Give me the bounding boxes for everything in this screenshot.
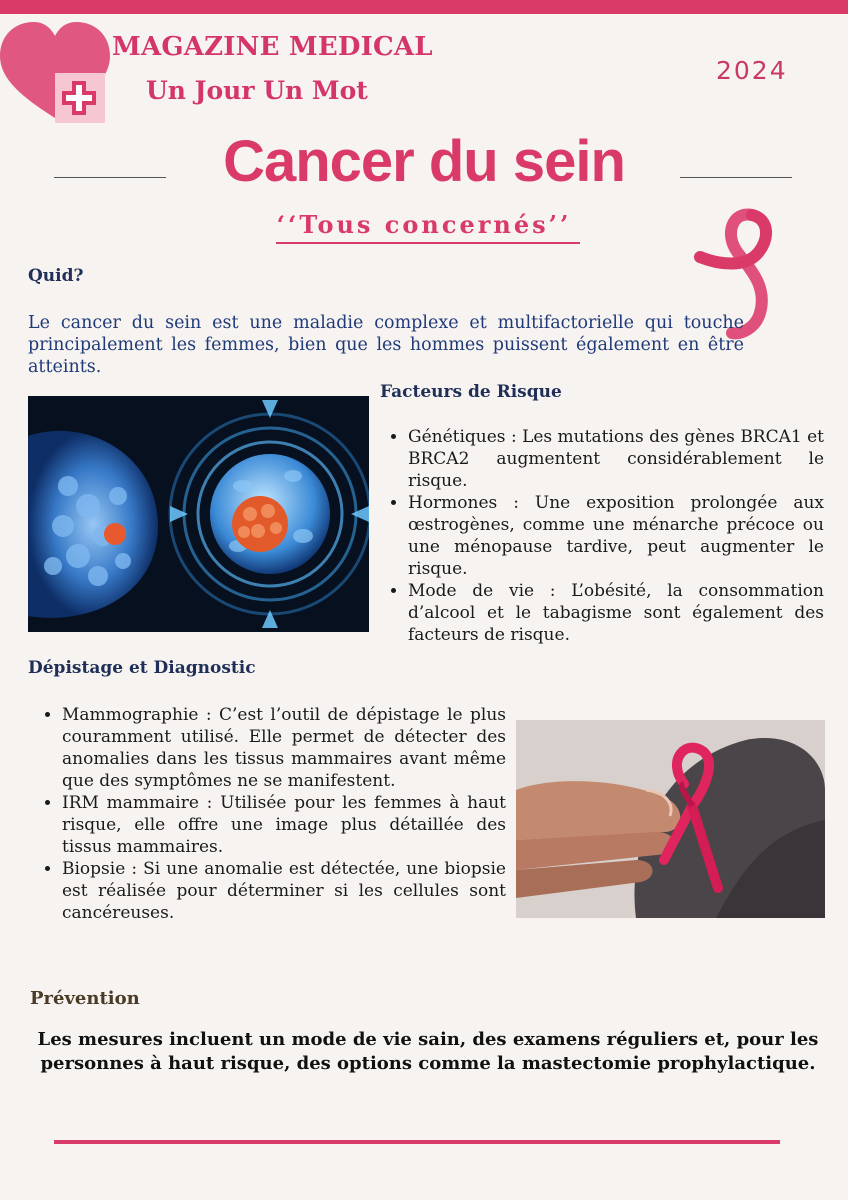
prevention-heading: Prévention: [30, 988, 140, 1009]
depistage-heading: Dépistage et Diagnostic: [28, 658, 256, 678]
list-item: • IRM mammaire : Utilisée pour les femmes à haut risque, elle offre une image plus détaillée des tissus mammaires.: [62, 792, 506, 858]
list-item: • Hormones : Une exposition prolongée aux œstrogènes, comme une ménarche précoce ou une ménopause tardive, peut augmenter le risque.: [408, 492, 824, 580]
screening-list: [40, 704, 506, 924]
list-item: • Mode de vie : L’obésité, la consommation d’alcool et le tabagisme sont également des facteurs de risque.: [408, 580, 824, 646]
pink-ribbon-photo: [516, 720, 825, 918]
list-item: • Mammographie : C’est l’outil de dépistage le plus couramment utilisé. Elle permet de détecter des anomalies dans les tissus mammaires avant même que des symptômes ne se manifestent.: [62, 704, 506, 792]
tagline: ‘‘Tous concernés’’: [276, 210, 572, 239]
magazine-subtitle: Un Jour Un Mot: [146, 76, 368, 105]
list-item: • Génétiques : Les mutations des gènes BRCA1 et BRCA2 augmentent considérablement le risque.: [408, 426, 824, 492]
page-title: Cancer du sein: [223, 129, 625, 194]
breast-tumor-illustration: [28, 396, 369, 632]
intro-paragraph: Le cancer du sein est une maladie complexe et multifactorielle qui touche principalement les femmes, bien que les hommes puissent également en être atteints.: [28, 313, 744, 377]
quid-heading: Quid?: [28, 266, 84, 286]
list-item: • Biopsie : Si une anomalie est détectée, une biopsie est réalisée pour déterminer si les cellules sont cancéreuses.: [62, 858, 506, 924]
heart-medical-cross-icon: [0, 18, 110, 128]
prevention-text: Les mesures incluent un mode de vie sain, des examens réguliers et, pour les personnes à haut risque, des options comme la mastectomie prophylactique.: [37, 1029, 819, 1074]
issue-year: 2024: [716, 56, 788, 85]
magazine-title: MAGAZINE MEDICAL: [112, 32, 433, 62]
risk-factors-list: [386, 426, 824, 646]
risk-heading: Facteurs de Risque: [380, 382, 562, 402]
top-accent-bar: [0, 0, 848, 14]
tagline-underline: [276, 242, 580, 244]
bottom-rule: [54, 1140, 780, 1144]
